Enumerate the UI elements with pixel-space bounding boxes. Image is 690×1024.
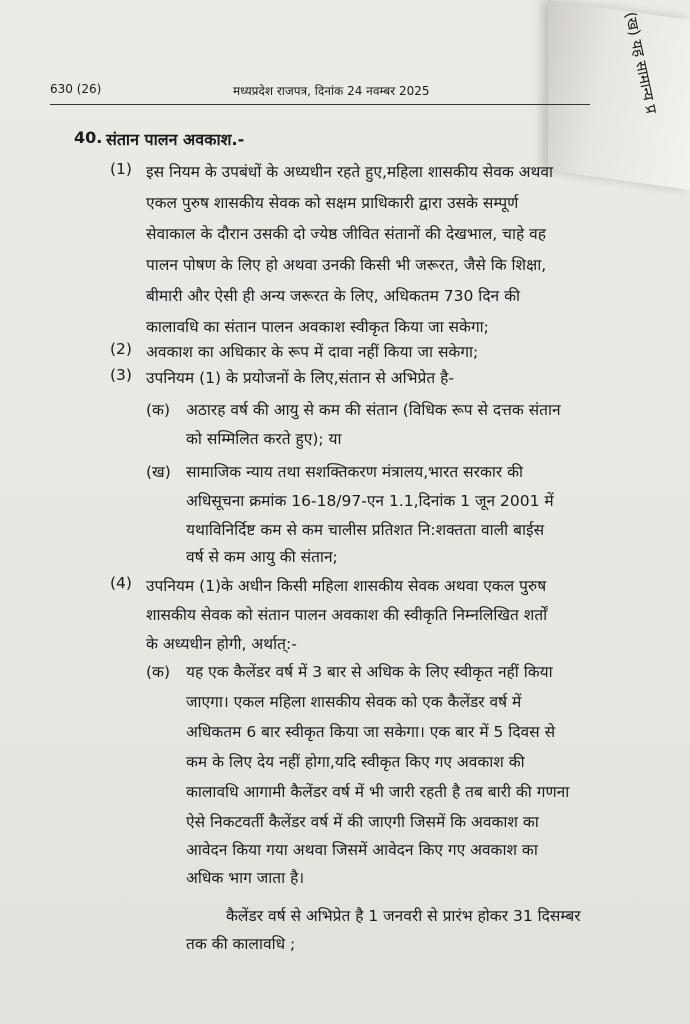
page-number: 630 (26) xyxy=(50,82,102,96)
clause-3-kha-line-1: सामाजिक न्याय तथा सशक्तिकरण मंत्रालय,भारत सरकार की xyxy=(186,463,524,481)
clause-4-ka-line-8: अधिक भाग जाता है। xyxy=(186,869,305,887)
gazette-title: मध्यप्रदेश राजपत्र, दिनांक 24 नवम्बर 2025 xyxy=(233,84,430,98)
explanation-line-2: तक की कालावधि ; xyxy=(186,935,296,953)
clause-4-line-1: उपनियम (1)के अधीन किसी महिला शासकीय सेवक अथवा एकल पुरुष xyxy=(146,577,547,595)
clause-1-line-2: एकल पुरुष शासकीय सेवक को सक्षम प्राधिकारी द्वारा उसके सम्पूर्ण xyxy=(146,194,519,212)
clause-3-kha-line-3: यथाविनिर्दिष्ट कम से कम चालीस प्रतिशत नि:शक्तता वाली बाईस xyxy=(186,521,545,539)
clause-4-line-2: शासकीय सेवक को संतान पालन अवकाश की स्वीकृति निम्नलिखित शर्तों xyxy=(146,606,548,624)
clause-4-ka-line-4: कम के लिए देय नहीं होगा,यदि स्वीकृत किए गए अवकाश की xyxy=(186,753,525,771)
clause-4-ka-line-5: कालावधि आगामी कैलेंडर वर्ष में भी जारी रहती है तब बारी की गणना xyxy=(186,783,570,801)
clause-4-number: (4) xyxy=(110,574,132,592)
clause-4-ka-number: (क) xyxy=(146,663,170,681)
clause-1-line-5: बीमारी और ऐसी ही अन्य जरूरत के लिए, अधिकतम 730 दिन की xyxy=(146,287,521,305)
clause-3-kha-number: (ख) xyxy=(146,463,171,481)
clause-1-line-6: कालावधि का संतान पालन अवकाश स्वीकृत किया जा सकेगा; xyxy=(146,318,489,336)
clause-1-line-1: इस नियम के उपबंधों के अध्यधीन रहते हुए,महिला शासकीय सेवक अथवा xyxy=(146,163,554,181)
clause-4-line-3: के अध्यधीन होगी, अर्थात्:- xyxy=(146,635,297,653)
clause-3-kha-line-2: अधिसूचना क्रमांक 16-18/97-एन 1.1,दिनांक 1 जून 2001 में xyxy=(186,492,554,510)
clause-3-ka-line-2: को सम्मिलित करते हुए); या xyxy=(186,430,342,448)
clause-2-line-1: अवकाश का अधिकार के रूप में दावा नहीं किया जा सकेगा; xyxy=(146,343,479,361)
clause-3-ka-number: (क) xyxy=(146,401,170,419)
clause-4-ka-line-1: यह एक कैलेंडर वर्ष में 3 बार से अधिक के लिए स्वीकृत नहीं किया xyxy=(186,663,553,681)
page-header xyxy=(50,78,590,105)
clause-3-number: (3) xyxy=(110,366,132,384)
clause-4-ka-line-6: ऐसे निकटवर्ती कैलेंडर वर्ष में की जाएगी जिसमें कि अवकाश का xyxy=(186,813,539,831)
explanation-line-1: कैलेंडर वर्ष से अभिप्रेत है 1 जनवरी से प्रारंभ होकर 31 दिसम्बर xyxy=(226,907,581,925)
clause-3-line-1: उपनियम (1) के प्रयोजनों के लिए,संतान से अभिप्रेत है- xyxy=(146,369,454,387)
facing-page-text: (ख) यह सामान्य प्र xyxy=(621,10,661,116)
clause-1-number: (1) xyxy=(110,160,132,178)
section-title: संतान पालन अवकाश.- xyxy=(106,130,245,149)
clause-3-ka-line-1: अठारह वर्ष की आयु से कम की संतान (विधिक रूप से दत्तक संतान xyxy=(186,401,561,419)
section-number: 40. xyxy=(74,128,103,147)
clause-4-ka-line-3: अधिकतम 6 बार स्वीकृत किया जा सकेगा। एक बार में 5 दिवस से xyxy=(186,723,556,741)
clause-4-ka-line-2: जाएगा। एकल महिला शासकीय सेवक को एक कैलेंडर वर्ष में xyxy=(186,693,522,711)
clause-1-line-4: पालन पोषण के लिए हो अथवा उनकी किसी भी जरूरत, जैसे कि शिक्षा, xyxy=(146,256,547,274)
clause-4-ka-line-7: आवेदन किया गया अथवा जिसमें आवेदन किए गए अवकाश का xyxy=(186,841,538,859)
clause-1-line-3: सेवाकाल के दौरान उसकी दो ज्येष्ठ जीवित संतानों की देखभाल, चाहे वह xyxy=(146,225,547,243)
clause-3-kha-line-4: वर्ष से कम आयु की संतान; xyxy=(186,548,338,566)
clause-2-number: (2) xyxy=(110,340,132,358)
